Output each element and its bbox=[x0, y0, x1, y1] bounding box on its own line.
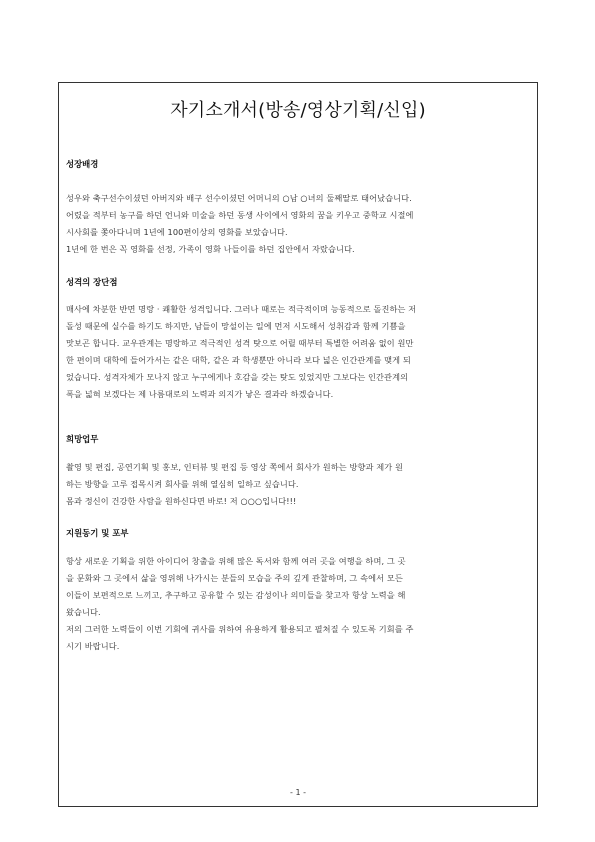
text-line: 왔습니다. bbox=[66, 607, 101, 617]
text-line: 돌성 때문에 실수를 하기도 하지만, 남들이 망설이는 일에 먼저 시도해서 성취감과 함께 기쁨을 bbox=[66, 321, 406, 331]
text-line: 이들이 보편적으로 느끼고, 추구하고 공유할 수 있는 감성이나 의미들을 찾고자 항상 노력을 해 bbox=[66, 590, 406, 600]
text-line: 을 문화와 그 곳에서 삶을 영위해 나가시는 분들의 모습을 주의 깊게 관찰하며, 그 속에서 모든 bbox=[66, 573, 403, 583]
text-line: 항상 새로운 기획을 위한 아이디어 창출을 위해 많은 독서와 함께 여러 곳을 여행을 하며, 그 곳 bbox=[66, 556, 406, 566]
text-line: 저의 그러한 노력들이 이번 기회에 귀사를 위하여 유용하게 활용되고 펼쳐질 수 있도록 기회를 주 bbox=[66, 624, 414, 634]
section-body-personality bbox=[66, 301, 531, 403]
text-line: 촬영 및 편집, 공연기획 및 홍보, 인터뷰 및 편집 등 영상 쪽에서 회사가 원하는 방향과 제가 원 bbox=[66, 462, 403, 472]
text-line: 한 편이며 대학에 들어가서는 같은 대학, 같은 과 학생뿐만 아니라 보다 넓은 인간관계를 맺게 되 bbox=[66, 355, 411, 365]
text-line: 시사회를 쫓아다니며 1년에 100편이상의 영화를 보았습니다. bbox=[66, 227, 288, 237]
section-body-background bbox=[66, 190, 531, 258]
section-heading-background: 성장배경 bbox=[66, 159, 99, 169]
text-line: 하는 방향을 고루 접목시켜 회사를 위해 열심히 일하고 싶습니다. bbox=[66, 479, 299, 489]
page-number: - 1 - bbox=[290, 788, 306, 797]
section-heading-desired-work: 희망업무 bbox=[66, 434, 99, 444]
document-title: 자기소개서(방송/영상기획/신입) bbox=[170, 100, 426, 121]
section-heading-motivation: 지원동기 및 포부 bbox=[66, 528, 129, 538]
text-line: 맛보곤 합니다. 교우관계는 명랑하고 적극적인 성격 탓으로 어릴 때부터 특별한 어려움 없이 원만 bbox=[66, 338, 414, 348]
text-line: 몸과 정신이 건강한 사람을 원하신다면 바로! 저 ○○○입니다!!! bbox=[66, 496, 297, 506]
section-body-motivation bbox=[66, 553, 531, 655]
text-line: 매사에 차분한 반면 명랑 · 쾌활한 성격입니다. 그러나 때로는 적극적이며 능동적으로 돌진하는 저 bbox=[66, 304, 417, 314]
text-line: 었습니다. 성격자체가 모나지 않고 누구에게나 호감을 갖는 탓도 있었지만 그보다는 인간관계의 bbox=[66, 372, 409, 382]
section-heading-personality: 성격의 장단점 bbox=[66, 277, 118, 287]
section-body-desired-work bbox=[66, 459, 531, 510]
text-line: 시기 바랍니다. bbox=[66, 641, 120, 651]
text-line: 어렸을 적부터 농구를 하던 언니와 미술을 하던 동생 사이에서 영화의 꿈을 키우고 중학교 시절에 bbox=[66, 210, 414, 220]
text-line: 성우와 축구선수이셨던 아버지와 배구 선수이셨던 어머니의 ○남 ○녀의 둘째딸로 태어났습니다. bbox=[66, 193, 412, 203]
text-line: 1년에 한 번은 꼭 영화를 선정, 가족이 영화 나들이를 하던 집안에서 자랐습니다. bbox=[66, 244, 355, 254]
text-line: 폭을 넓혀 보겠다는 제 나름대로의 노력과 의지가 낳은 결과라 하겠습니다. bbox=[66, 389, 334, 399]
